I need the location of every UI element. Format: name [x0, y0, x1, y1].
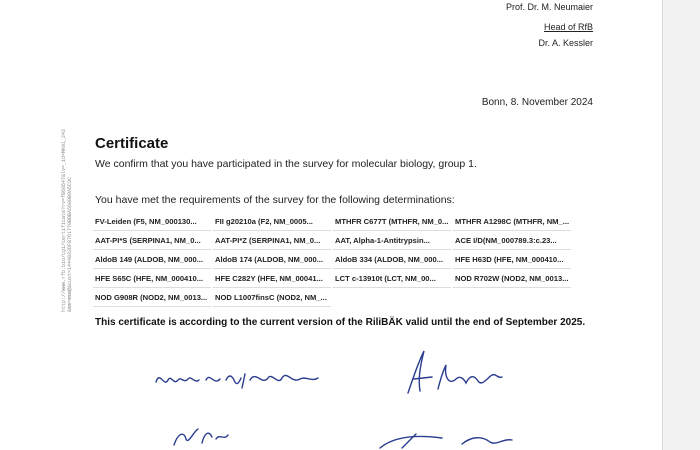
determination-cell: FII g20210a (F2, NM_0005...: [213, 213, 331, 231]
signature-left: [150, 360, 340, 400]
determination-cell: NOD R702W (NOD2, NM_0013...: [453, 270, 571, 288]
determination-cell: HFE S65C (HFE, NM_000410...: [93, 270, 211, 288]
determination-cell: AldoB 174 (ALDOB, NM_000...: [213, 251, 331, 269]
determination-cell: HFE C282Y (HFE, NM_00041...: [213, 270, 331, 288]
signatory-name-top: Prof. Dr. M. Neumaier: [505, 2, 593, 12]
determination-cell: NOD G908R (NOD2, NM_0013...: [93, 289, 211, 307]
determinations-table: [93, 213, 575, 307]
requirements-text: You have met the requirements of the survey for the following determinations:: [95, 194, 455, 206]
signature-bottom-left: [168, 425, 238, 450]
certificate-title: Certificate: [95, 135, 169, 152]
signature-bottom-right: [372, 428, 532, 450]
determination-cell: HFE H63D (HFE, NM_000410...: [453, 251, 571, 269]
page-edge: [662, 0, 700, 450]
confirmation-text: We confirm that you have participated in the survey for molecular biology, group 1.: [95, 158, 477, 170]
determination-cell: AldoB 334 (ALDOB, NM_000...: [333, 251, 451, 269]
determination-cell: MTHFR C677T (MTHFR, NM_0...: [333, 213, 451, 231]
determination-cell: MTHFR A1298C (MTHFR, NM_...: [453, 213, 571, 231]
determination-cell: LCT c-13910t (LCT, NM_00...: [333, 270, 451, 288]
determination-cell: AAT-PI*Z (SERPINA1, NM_0...: [213, 232, 331, 250]
determination-cell: NOD L1007finsC (NOD2, NM_...: [213, 289, 331, 307]
determination-cell: ACE I/D(NM_000789.3:c.23...: [453, 232, 571, 250]
signatory-name-bottom: Dr. A. Kessler: [538, 38, 593, 48]
determination-cell: [453, 289, 571, 306]
determination-cell: AldoB 149 (ALDOB, NM_000...: [93, 251, 211, 269]
signatory-role: Head of RfB: [543, 22, 593, 32]
determination-cell: [333, 289, 451, 306]
determination-cell: AAT, Alpha-1-Antitrypsin...: [333, 232, 451, 250]
determination-cell: AAT-PI*S (SERPINA1, NM_0...: [93, 232, 211, 250]
verification-line: &mm=mmm@&cust=1444032DF8761770BDBA5600B9A5C3C: [67, 176, 73, 312]
date-line: Bonn, 8. November 2024: [481, 97, 593, 108]
signature-right: [398, 345, 508, 400]
verification-side-text: [61, 129, 73, 312]
verification-line: http://www.rfb.bio/cgi/certificate?rv=fB68547&lv=_id=MK01_242: [61, 128, 67, 312]
validity-statement: This certificate is according to the current version of the RiliBÄK valid until the end of September 2025.: [95, 317, 586, 328]
determination-cell: FV-Leiden (F5, NM_000130...: [93, 213, 211, 231]
